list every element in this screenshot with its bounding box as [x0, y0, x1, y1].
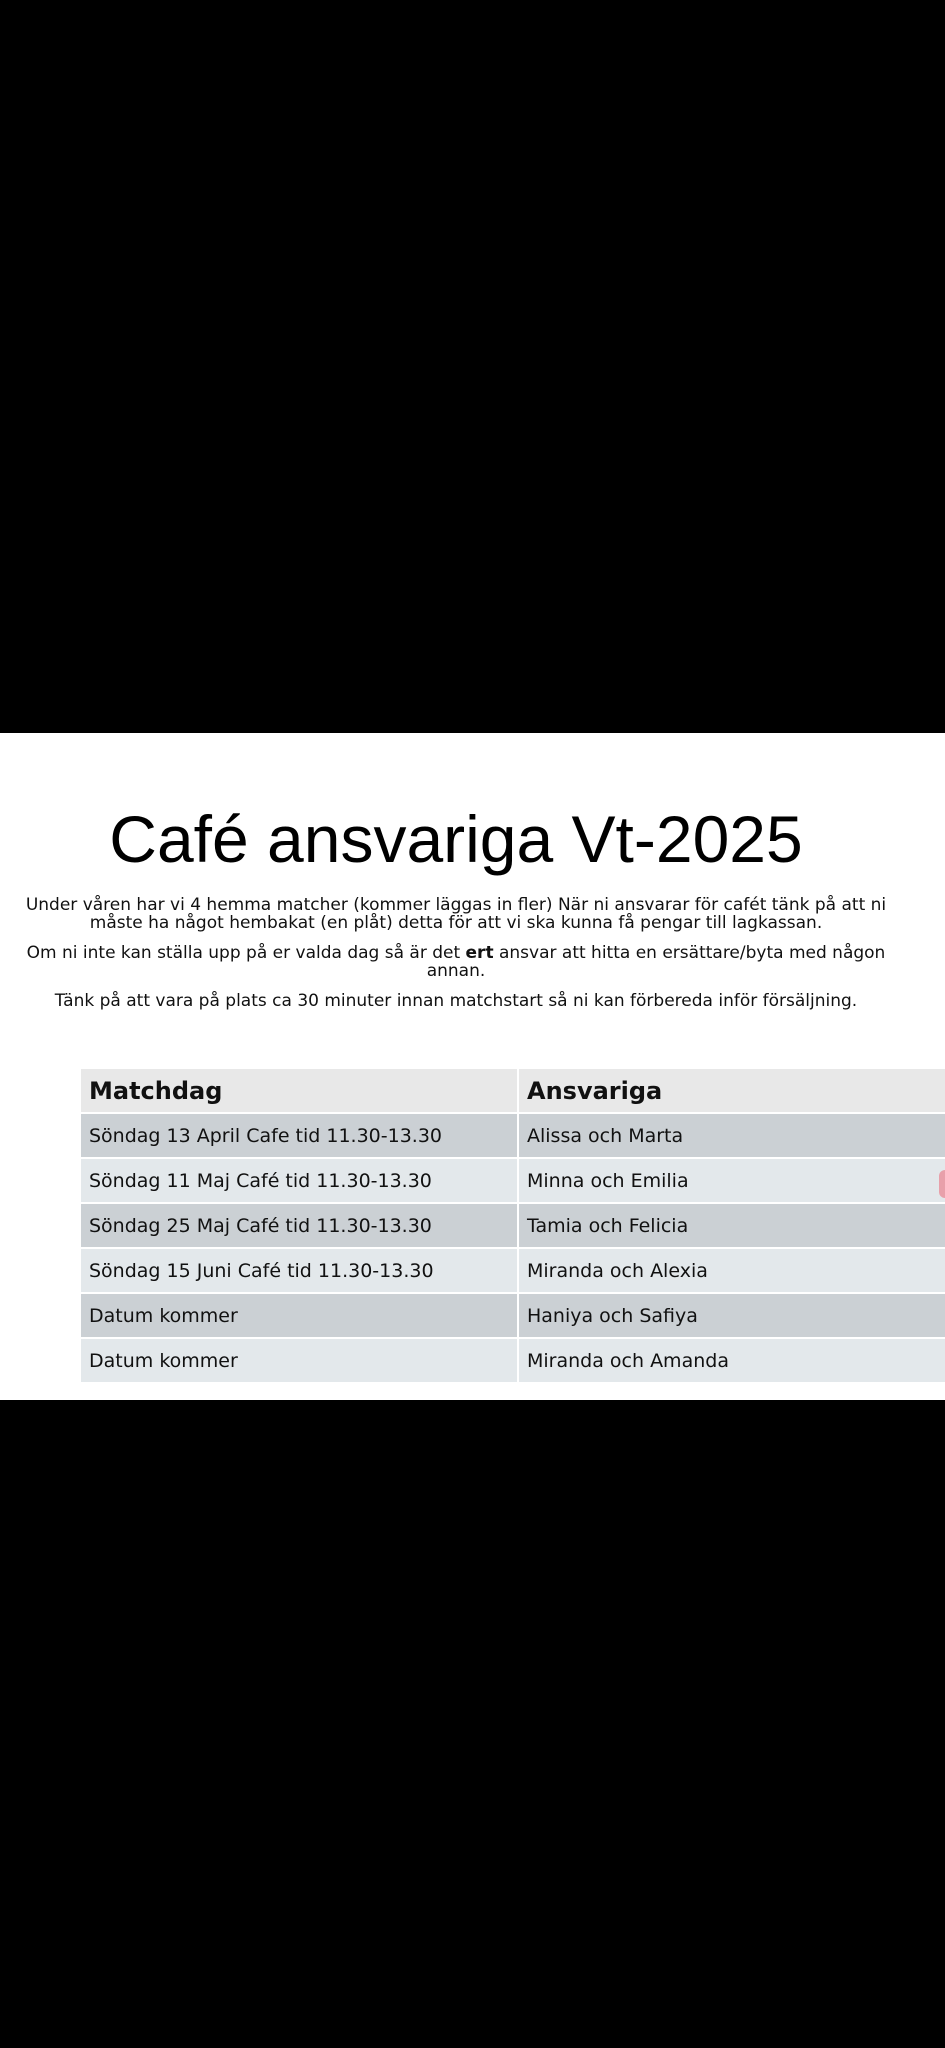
- table-row: [81, 1158, 945, 1203]
- responsibility-text-end: ansvar att hitta en ersättare/byta med någon annan.: [426, 943, 886, 981]
- matchday-cell: Datum kommer: [81, 1338, 518, 1383]
- slide-title: Café ansvariga Vt-2025: [109, 802, 803, 876]
- arrival-paragraph: Tänk på att vara på plats ca 30 minuter innan matchstart så ni kan förbereda inför försäljning.: [54, 991, 858, 1011]
- responsible-cell: Haniya och Safiya: [518, 1293, 945, 1338]
- matchday-cell: Söndag 15 Juni Café tid 11.30-13.30: [81, 1248, 518, 1293]
- table-row: [81, 1203, 945, 1248]
- column-header-matchdag: Matchdag: [81, 1069, 518, 1113]
- responsibility-text-bold: ert: [465, 943, 494, 963]
- matchday-cell: Söndag 25 Maj Café tid 11.30-13.30: [81, 1203, 518, 1248]
- responsible-cell: Miranda och Alexia: [518, 1248, 945, 1293]
- edge-highlight-mark: [939, 1170, 945, 1198]
- responsible-cell: Miranda och Amanda: [518, 1338, 945, 1383]
- table-row: [81, 1113, 945, 1158]
- table-header-row: [81, 1069, 945, 1113]
- responsible-cell: Alissa och Marta: [518, 1113, 945, 1158]
- responsibility-paragraph: [20, 944, 892, 980]
- matchday-cell: Söndag 13 April Cafe tid 11.30-13.30: [81, 1113, 518, 1158]
- column-header-ansvariga: Ansvariga: [518, 1069, 945, 1113]
- cafe-schedule-table: [81, 1069, 945, 1384]
- responsibility-text-start: Om ni inte kan ställa upp på er valda dag så är det: [26, 943, 466, 963]
- table-row: [81, 1248, 945, 1293]
- matchday-cell: Datum kommer: [81, 1293, 518, 1338]
- table-row: [81, 1338, 945, 1383]
- responsible-cell: Minna och Emilia: [518, 1158, 945, 1203]
- table-row: [81, 1293, 945, 1338]
- intro-paragraph: Under våren har vi 4 hemma matcher (kommer läggas in fler) När ni ansvarar för cafét tänk på att ni måste ha något hembakat (en plåt) detta för att vi ska kunna få pengar till lagkassan.: [25, 895, 887, 933]
- matchday-cell: Söndag 11 Maj Café tid 11.30-13.30: [81, 1158, 518, 1203]
- responsible-cell: Tamia och Felicia: [518, 1203, 945, 1248]
- slide-image: [0, 733, 945, 1400]
